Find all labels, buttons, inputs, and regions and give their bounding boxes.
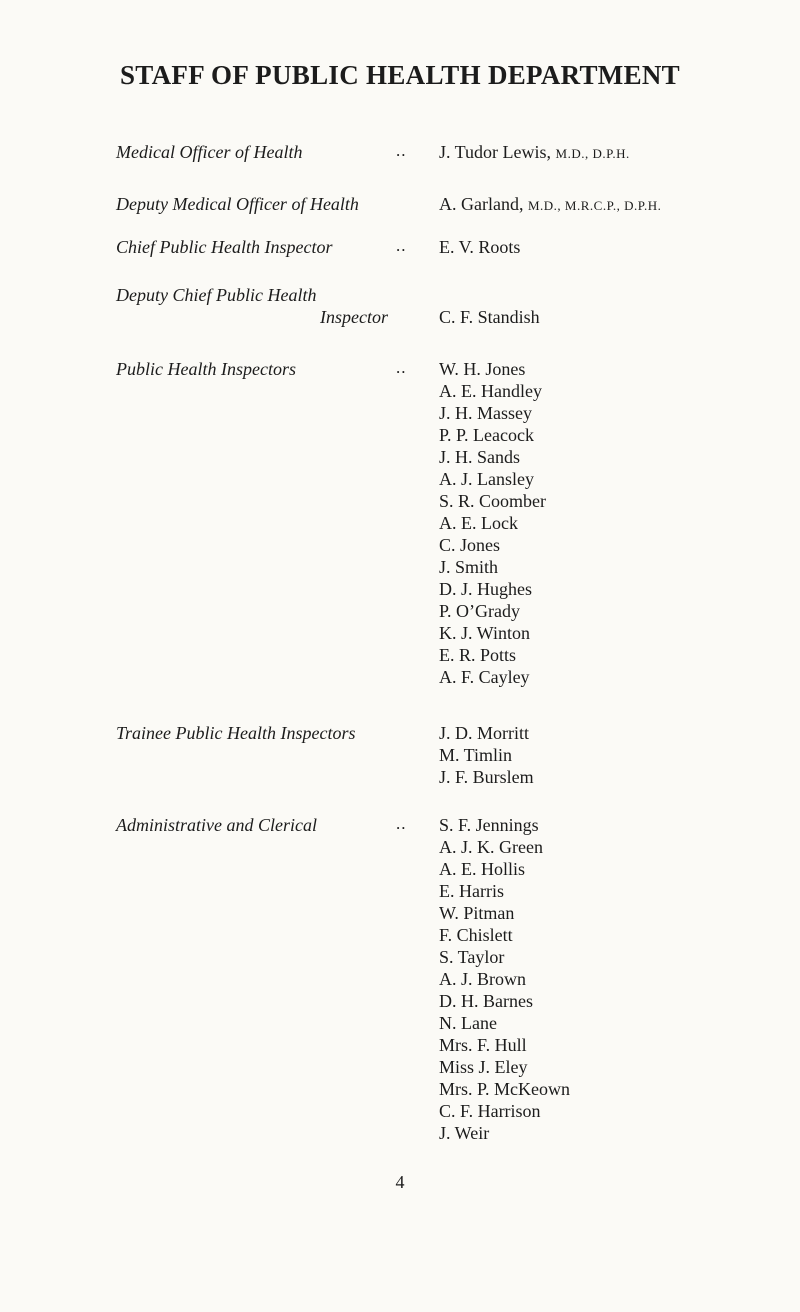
staff-name: A. F. Cayley [439, 667, 530, 687]
staff-name: A. E. Hollis [439, 859, 526, 879]
qualifications: M.D., D.P.H. [555, 146, 630, 161]
role-label: Administrative and Clerical [116, 815, 317, 835]
staff-name: C. Jones [439, 535, 501, 555]
name-list [439, 722, 779, 788]
staff-name: Miss J. Eley [439, 1057, 528, 1077]
staff-name: A. J. Lansley [439, 469, 534, 489]
name-list [439, 358, 779, 688]
staff-name: A. J. K. Green [439, 837, 543, 857]
name-text: A. Garland, [439, 194, 524, 214]
role-line-1: Deputy Chief Public Health [116, 285, 317, 305]
page-title: STAFF OF PUBLIC HEALTH DEPARTMENT [119, 60, 680, 90]
staff-name: P. P. Leacock [439, 425, 534, 445]
role-label: Medical Officer of Health [116, 142, 303, 162]
leader-dots: .. [396, 358, 407, 377]
role-label: Deputy Medical Officer of Health [116, 194, 359, 214]
staff-name: S. Taylor [439, 947, 505, 967]
page-number: 4 [395, 1172, 405, 1192]
staff-name: S. R. Coomber [439, 491, 547, 511]
staff-name: J. H. Massey [439, 403, 532, 423]
staff-name [439, 141, 779, 165]
staff-name: Mrs. F. Hull [439, 1035, 527, 1055]
staff-name: A. E. Lock [439, 513, 518, 533]
staff-name: J. Weir [439, 1123, 490, 1143]
staff-name: J. H. Sands [439, 447, 521, 467]
staff-name: M. Timlin [439, 745, 513, 765]
leader-dots: .. [396, 814, 407, 833]
staff-name: K. J. Winton [439, 623, 530, 643]
staff-name: E. R. Potts [439, 645, 517, 665]
staff-name: A. J. Brown [439, 969, 527, 989]
staff-name: S. F. Jennings [439, 815, 539, 835]
staff-name: P. O’Grady [439, 601, 520, 621]
role-label: Public Health Inspectors [116, 359, 296, 379]
staff-name [439, 193, 779, 217]
staff-name: A. E. Handley [439, 381, 542, 401]
leader-dots: .. [396, 141, 407, 160]
staff-name: J. Smith [439, 557, 499, 577]
staff-name: N. Lane [439, 1013, 497, 1033]
staff-name: D. J. Hughes [439, 579, 532, 599]
qualifications: M.D., M.R.C.P., D.P.H. [527, 198, 662, 213]
leader-dots: .. [396, 236, 407, 255]
staff-name: D. H. Barnes [439, 991, 533, 1011]
staff-name: F. Chislett [439, 925, 513, 945]
role-label: Trainee Public Health Inspectors [116, 723, 356, 743]
staff-name: E. Harris [439, 881, 504, 901]
staff-name: J. F. Burslem [439, 767, 534, 787]
staff-name: W. H. Jones [439, 359, 526, 379]
staff-name: Mrs. P. McKeown [439, 1079, 571, 1099]
staff-name: E. V. Roots [439, 237, 521, 257]
staff-name: W. Pitman [439, 903, 515, 923]
role-label: Chief Public Health Inspector [116, 237, 333, 257]
staff-name: C. F. Harrison [439, 1101, 541, 1121]
role-label [116, 284, 416, 328]
staff-name: J. D. Morritt [439, 723, 529, 743]
role-line-2: Inspector [320, 307, 388, 327]
staff-name: C. F. Standish [439, 307, 540, 327]
name-list [439, 814, 779, 1144]
name-text: J. Tudor Lewis, [439, 142, 552, 162]
